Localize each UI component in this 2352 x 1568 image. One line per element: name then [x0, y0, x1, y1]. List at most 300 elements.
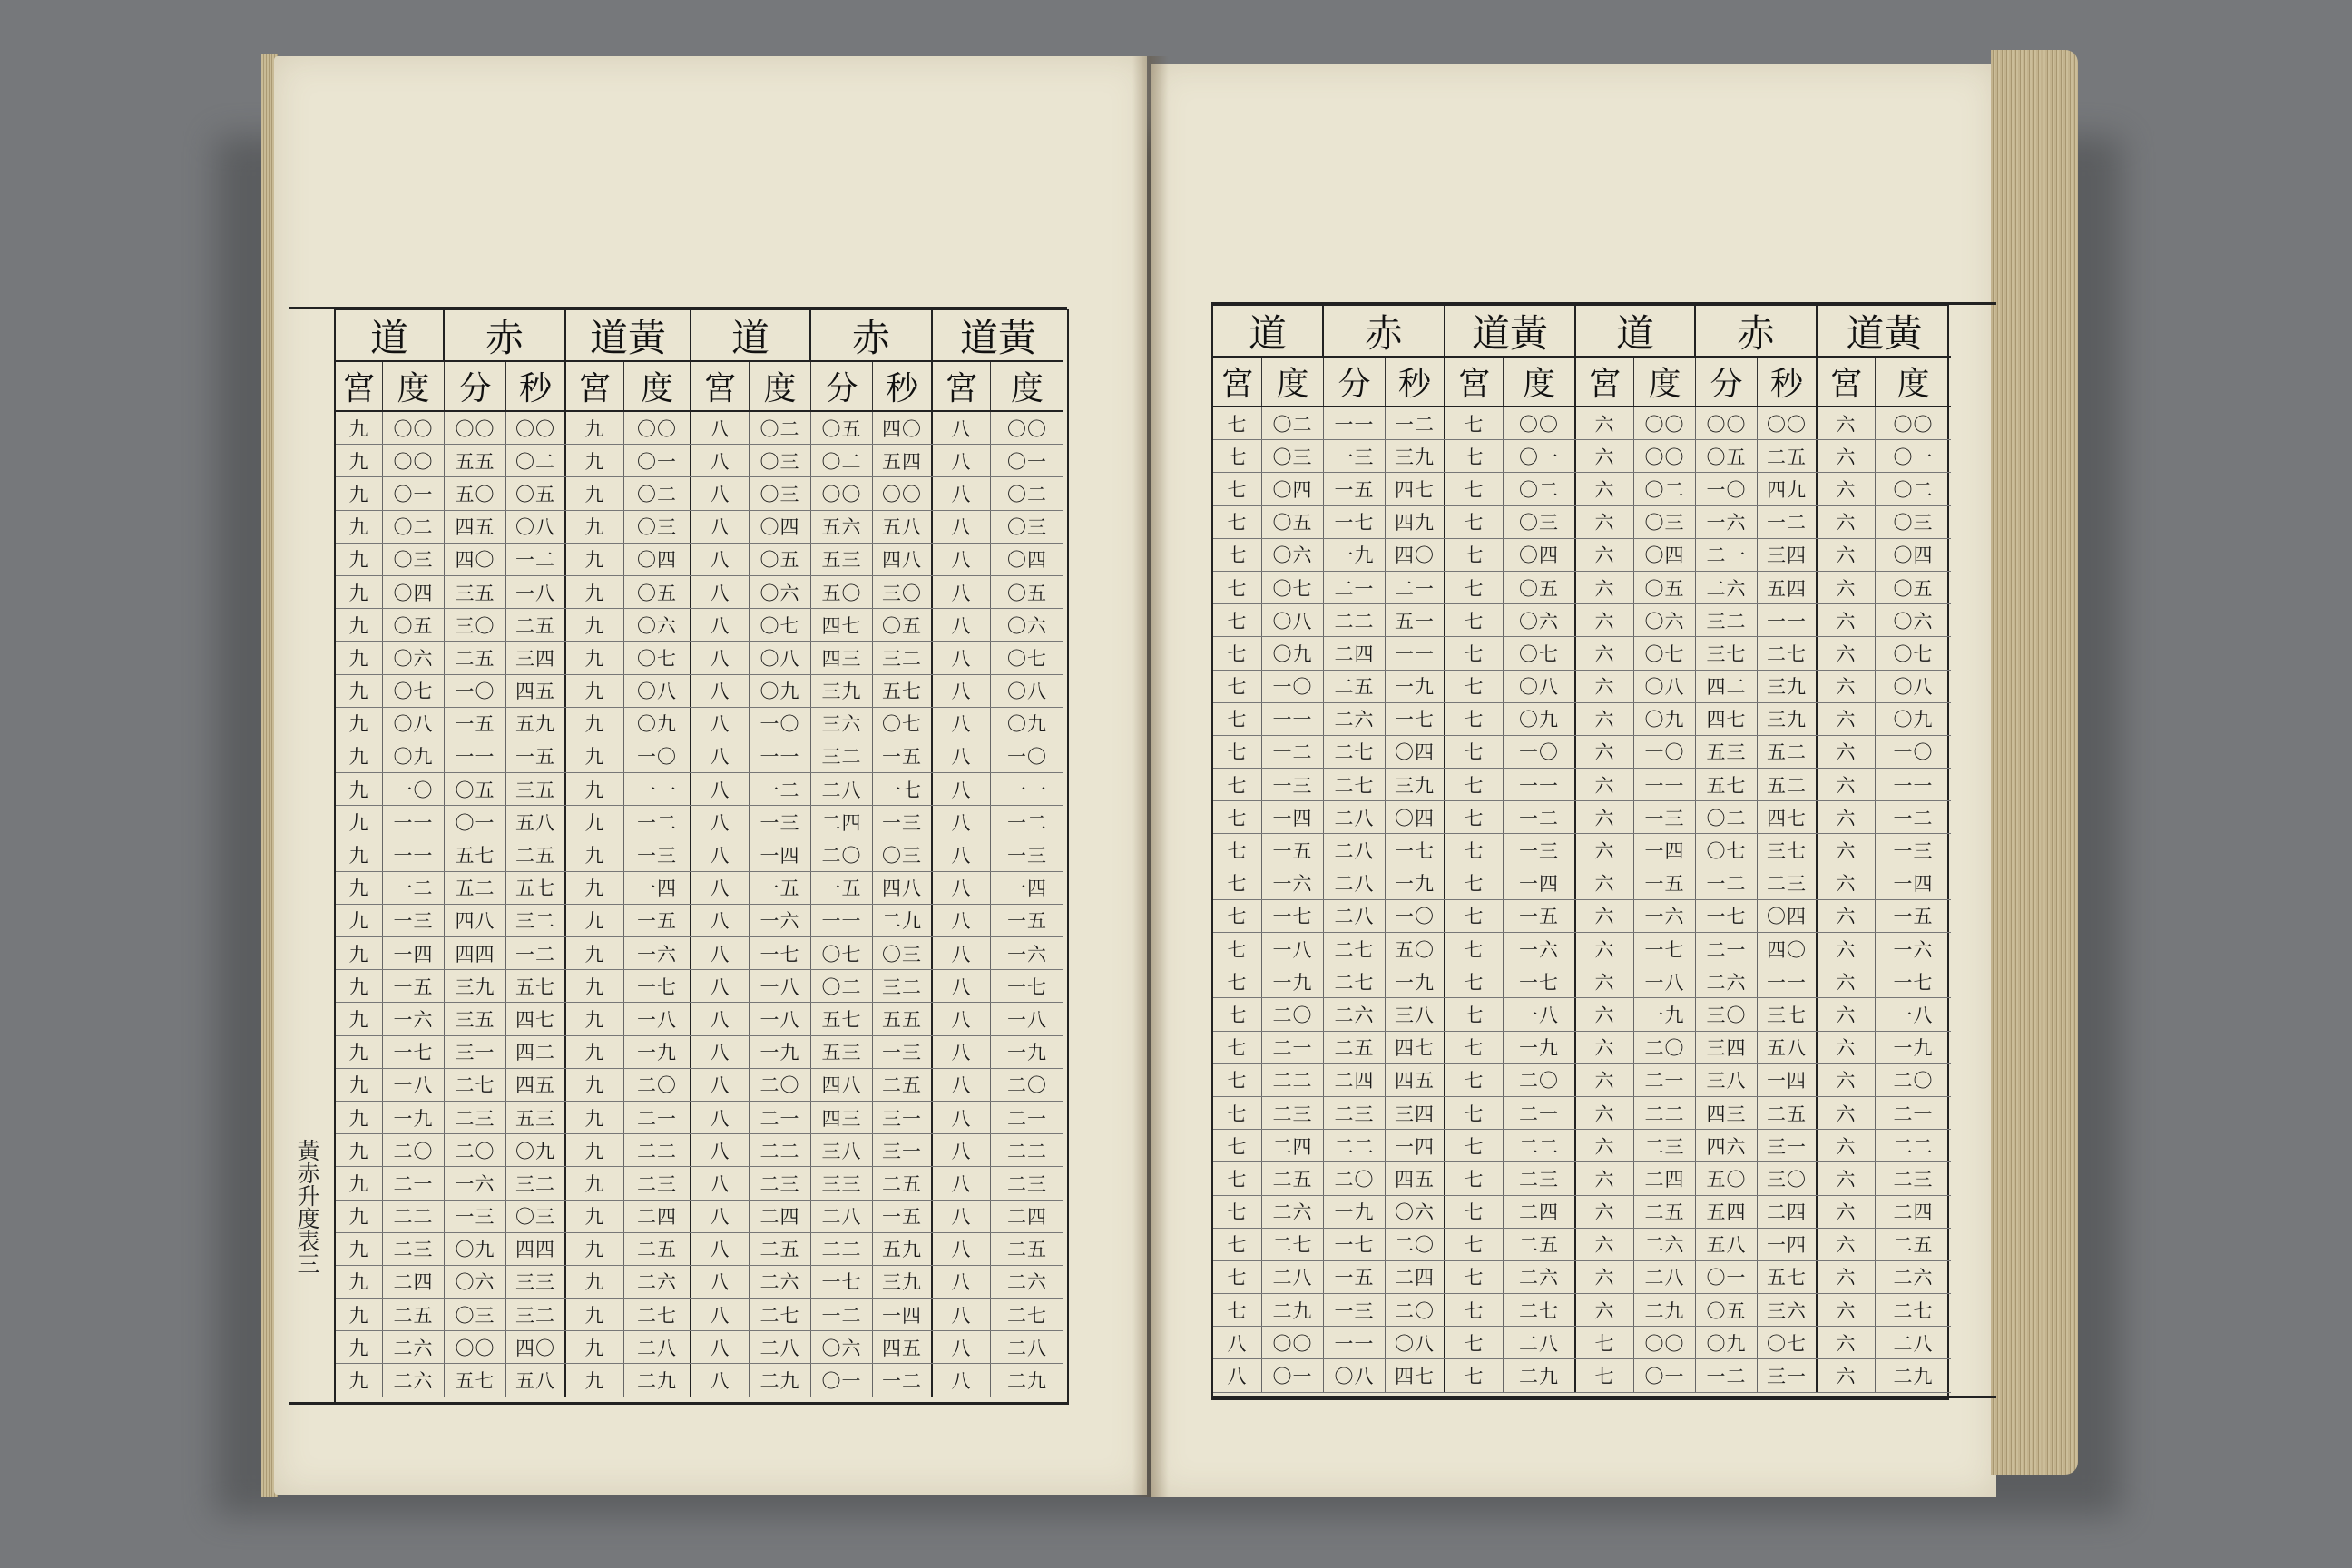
- table-cell: 一七: [1893, 971, 1934, 994]
- table-cell: 一一: [1758, 604, 1818, 636]
- table-row: [336, 708, 1063, 740]
- table-cell: 八: [691, 445, 750, 476]
- table-cell: 二五: [873, 1167, 933, 1199]
- table-cell: 一一: [445, 740, 506, 772]
- table-row: [336, 1102, 1063, 1134]
- table-cell: 二四: [1262, 1130, 1324, 1161]
- table-cell: 二〇: [624, 1069, 691, 1101]
- table-cell: 一九: [750, 1036, 811, 1068]
- table-cell: 五七: [445, 1364, 506, 1396]
- table-cell: 一二: [1386, 407, 1446, 439]
- table-cell: 五七: [445, 838, 506, 870]
- table-cell: 八: [691, 609, 750, 641]
- table-cell: 一三: [1504, 834, 1576, 866]
- table-cell: 一五: [750, 872, 811, 904]
- table-cell: 七: [1446, 572, 1504, 603]
- table-cell: 二七: [1504, 1294, 1576, 1326]
- table-row: [336, 445, 1063, 477]
- table-cell: 四五: [1386, 1064, 1446, 1096]
- table-cell: 〇七: [750, 609, 811, 641]
- table-cell: 三七: [1696, 637, 1758, 669]
- table-cell: 〇三: [445, 1298, 506, 1330]
- table-cell: 一七: [811, 1266, 873, 1298]
- column-header: 度: [1634, 358, 1696, 406]
- table-cell: 〇七: [1893, 642, 1934, 665]
- table-row: [1213, 703, 1951, 736]
- table-cell: 七: [1213, 473, 1262, 505]
- table-cell: 二〇: [383, 1134, 445, 1166]
- table-cell: 〇八: [624, 675, 691, 707]
- table-cell: 〇六: [1634, 604, 1696, 636]
- table-cell: 六: [1818, 1032, 1876, 1063]
- table-cell: 六: [1576, 1032, 1634, 1063]
- title-row: [1213, 306, 1951, 358]
- table-cell: 一六: [1893, 938, 1934, 961]
- table-cell: 七: [1213, 440, 1262, 472]
- table-cell: 二五: [1007, 1239, 1047, 1261]
- table-cell: 一二: [506, 937, 566, 969]
- table-cell: 二一: [1504, 1097, 1576, 1129]
- table-cell: 〇二: [1696, 801, 1758, 833]
- table-cell: 九: [336, 1200, 383, 1232]
- table-cell: 三五: [445, 1003, 506, 1034]
- table-row: [1213, 933, 1951, 965]
- table-cell: 六: [1818, 736, 1876, 768]
- table-cell: 四五: [506, 675, 566, 707]
- table-cell: 四八: [873, 872, 933, 904]
- table-cell: 〇七: [1504, 637, 1576, 669]
- table-cell: 九: [566, 1069, 624, 1101]
- table-cell: 〇九: [383, 740, 445, 772]
- table-cell: 一九: [1386, 965, 1446, 997]
- table-cell: 〇〇: [383, 412, 445, 444]
- table-cell: 一六: [1696, 506, 1758, 538]
- table-cell: 二三: [1634, 1130, 1696, 1161]
- table-cell: 四五: [873, 1331, 933, 1363]
- table-cell: 八: [691, 1233, 750, 1265]
- table-cell: 〇一: [383, 477, 445, 509]
- title-cell: 道: [1576, 306, 1696, 356]
- table-cell: 二八: [1324, 867, 1386, 899]
- table-cell: 〇九: [1696, 1327, 1758, 1358]
- table-cell: 二五: [506, 838, 566, 870]
- table-cell: 七: [1576, 1327, 1634, 1358]
- table-cell: 七: [1213, 604, 1262, 636]
- table-cell: 九: [336, 1003, 383, 1034]
- table-cell: 二三: [445, 1102, 506, 1133]
- table-cell: 三二: [1696, 604, 1758, 636]
- table-cell: 一三: [1893, 840, 1934, 863]
- table-cell: 一九: [1007, 1042, 1047, 1064]
- column-header: 秒: [1386, 358, 1446, 406]
- table-cell: 五九: [506, 708, 566, 740]
- table-cell: 九: [566, 642, 624, 673]
- table-cell: 二五: [1758, 1097, 1818, 1129]
- table-cell: 〇五: [1696, 440, 1758, 472]
- table-cell: 二一: [1634, 1064, 1696, 1096]
- table-cell: 二八: [624, 1331, 691, 1363]
- table-cell: 五〇: [811, 576, 873, 608]
- table-cell: 〇七: [1007, 647, 1047, 670]
- table-cell: 七: [1213, 933, 1262, 965]
- table-cell: 三九: [445, 970, 506, 1002]
- table-row: [336, 1266, 1063, 1298]
- table-cell: 九: [336, 1233, 383, 1265]
- table-cell: 〇七: [873, 708, 933, 740]
- table-cell: 七: [1446, 1162, 1504, 1194]
- title-cell: 道黃: [1846, 310, 1923, 356]
- table-cell: 二〇: [1386, 1229, 1446, 1260]
- table-cell: 九: [566, 511, 624, 543]
- table-cell: 一二: [1007, 811, 1047, 834]
- table-cell: 〇〇: [445, 412, 506, 444]
- table-cell: 五八: [1758, 1032, 1818, 1063]
- table-cell: 〇五: [383, 609, 445, 641]
- left-conversion-table: [334, 309, 1069, 1405]
- table-cell: 六: [1818, 998, 1876, 1030]
- table-cell: 一六: [624, 937, 691, 969]
- table-cell: 一五: [624, 905, 691, 936]
- table-cell: 八: [691, 1036, 750, 1068]
- table-cell: 一六: [383, 1003, 445, 1034]
- table-cell: 三二: [873, 970, 933, 1002]
- table-cell: 二四: [383, 1266, 445, 1298]
- table-row: [336, 905, 1063, 937]
- table-row: [336, 412, 1063, 445]
- table-cell: 九: [566, 609, 624, 641]
- table-body: [336, 412, 1063, 1397]
- column-header: 度: [1262, 358, 1324, 406]
- table-cell: 七: [1213, 769, 1262, 800]
- table-cell: 九: [566, 675, 624, 707]
- table-cell: 〇〇: [624, 412, 691, 444]
- table-cell: 五二: [1758, 769, 1818, 800]
- table-cell: 九: [566, 1036, 624, 1068]
- table-cell: 五八: [873, 511, 933, 543]
- table-cell: 七: [1446, 604, 1504, 636]
- table-cell: 七: [1446, 998, 1504, 1030]
- table-cell: 〇四: [1386, 801, 1446, 833]
- table-cell: 六: [1576, 703, 1634, 735]
- table-cell: 一一: [1634, 769, 1696, 800]
- table-cell: 七: [1213, 834, 1262, 866]
- table-cell: 九: [336, 1331, 383, 1363]
- table-cell: 一二: [624, 806, 691, 838]
- table-cell: 六: [1576, 1130, 1634, 1161]
- table-cell: 三八: [1386, 998, 1446, 1030]
- table-cell: 六: [1818, 407, 1876, 439]
- table-cell: 五四: [873, 445, 933, 476]
- table-cell: 九: [566, 1102, 624, 1133]
- table-row: [1213, 539, 1951, 572]
- table-cell: 二二: [811, 1233, 873, 1265]
- table-cell: 一〇: [750, 708, 811, 740]
- table-cell: 三九: [1758, 671, 1818, 702]
- table-cell: 二八: [1504, 1327, 1576, 1358]
- table-cell: 〇〇: [873, 477, 933, 509]
- column-header: 宮: [691, 362, 750, 410]
- table-cell: 一二: [1262, 736, 1324, 768]
- table-cell: 一〇: [1634, 736, 1696, 768]
- table-cell: 五一: [1386, 604, 1446, 636]
- table-cell: 九: [336, 1298, 383, 1330]
- table-cell: 七: [1446, 933, 1504, 965]
- table-cell: 二五: [1262, 1162, 1324, 1194]
- table-cell: 四九: [1386, 506, 1446, 538]
- table-row: [1213, 473, 1951, 505]
- table-cell: 七: [1213, 506, 1262, 538]
- table-cell: 一六: [1262, 867, 1324, 899]
- table-cell: 〇八: [383, 708, 445, 740]
- table-cell: 〇四: [1893, 544, 1934, 567]
- table-cell: 九: [566, 1331, 624, 1363]
- table-cell: 七: [1446, 900, 1504, 932]
- table-cell: 〇四: [1758, 900, 1818, 932]
- table-cell: 九: [336, 773, 383, 805]
- table-cell: 七: [1213, 637, 1262, 669]
- table-cell: 一五: [383, 970, 445, 1002]
- table-cell: 四二: [506, 1036, 566, 1068]
- table-cell: 八: [691, 872, 750, 904]
- table-cell: 〇八: [1324, 1359, 1386, 1391]
- table-cell: 八: [691, 1364, 750, 1396]
- table-cell: 二八: [1262, 1261, 1324, 1293]
- table-cell: 八: [933, 838, 991, 870]
- table-row: [1213, 572, 1951, 604]
- table-cell: 四七: [1758, 801, 1818, 833]
- table-cell: 一二: [383, 872, 445, 904]
- table-cell: 二〇: [445, 1134, 506, 1166]
- table-row: [1213, 736, 1951, 769]
- table-cell: 〇四: [383, 576, 445, 608]
- table-cell: 一九: [1262, 965, 1324, 997]
- table-cell: 二六: [1696, 572, 1758, 603]
- table-cell: 六: [1576, 407, 1634, 439]
- table-cell: 九: [566, 412, 624, 444]
- table-cell: 〇六: [1007, 614, 1047, 637]
- table-cell: 三四: [1386, 1097, 1446, 1129]
- table-cell: 一四: [1893, 873, 1934, 896]
- table-row: [1213, 407, 1951, 440]
- title-cell: 赤: [445, 310, 566, 360]
- table-cell: 一五: [811, 872, 873, 904]
- table-cell: 一五: [1324, 1261, 1386, 1293]
- table-cell: 〇八: [1386, 1327, 1446, 1358]
- table-cell: 六: [1576, 900, 1634, 932]
- table-cell: 一二: [506, 544, 566, 575]
- table-cell: 九: [566, 937, 624, 969]
- table-cell: 三一: [1758, 1359, 1818, 1391]
- table-cell: 一一: [1324, 1327, 1386, 1358]
- table-cell: 〇三: [1504, 506, 1576, 538]
- table-cell: 〇六: [445, 1266, 506, 1298]
- right-fore-edge: [1991, 50, 2078, 1475]
- table-cell: 一八: [1262, 933, 1324, 965]
- table-row: [1213, 1032, 1951, 1064]
- table-cell: 四八: [811, 1069, 873, 1101]
- table-cell: 二九: [873, 905, 933, 936]
- column-header: 度: [624, 362, 691, 410]
- table-cell: 二一: [1696, 933, 1758, 965]
- table-cell: 〇三: [1893, 512, 1934, 534]
- table-cell: 一六: [445, 1167, 506, 1199]
- table-cell: 〇五: [1893, 577, 1934, 600]
- column-header-row: [1213, 358, 1951, 407]
- title-cell: 赤: [1324, 306, 1446, 356]
- table-cell: 三〇: [1696, 998, 1758, 1030]
- table-cell: 八: [933, 905, 991, 936]
- column-header: 度: [750, 362, 811, 410]
- table-cell: 二一: [1696, 539, 1758, 571]
- table-cell: 二四: [811, 806, 873, 838]
- table-row: [336, 642, 1063, 674]
- table-cell: 〇六: [1386, 1196, 1446, 1228]
- table-cell: 九: [336, 477, 383, 509]
- table-cell: 〇三: [1007, 516, 1047, 539]
- table-cell: 八: [933, 1233, 991, 1265]
- table-cell: 九: [336, 675, 383, 707]
- title-cell: 赤: [811, 310, 933, 360]
- table-cell: 七: [1446, 671, 1504, 702]
- table-cell: 二一: [1386, 572, 1446, 603]
- table-cell: 五七: [506, 872, 566, 904]
- table-cell: 七: [1213, 1064, 1262, 1096]
- table-cell: 四四: [506, 1233, 566, 1265]
- table-cell: 二二: [1324, 1130, 1386, 1161]
- table-cell: 六: [1576, 1162, 1634, 1194]
- table-cell: 四八: [873, 544, 933, 575]
- table-cell: 四六: [1696, 1130, 1758, 1161]
- table-cell: 三一: [873, 1134, 933, 1166]
- table-cell: 四〇: [1758, 933, 1818, 965]
- table-cell: 五三: [506, 1102, 566, 1133]
- table-cell: 八: [933, 576, 991, 608]
- table-cell: 一〇: [1893, 741, 1934, 764]
- table-cell: 二二: [383, 1200, 445, 1232]
- table-cell: 一二: [1758, 506, 1818, 538]
- table-cell: 八: [933, 1331, 991, 1363]
- table-cell: 二五: [383, 1298, 445, 1330]
- table-cell: 八: [933, 511, 991, 543]
- table-cell: 〇一: [1893, 446, 1934, 468]
- table-cell: 八: [691, 1102, 750, 1133]
- table-cell: 九: [336, 1167, 383, 1199]
- table-cell: 〇四: [1504, 539, 1576, 571]
- table-cell: 八: [691, 806, 750, 838]
- table-cell: 一六: [750, 905, 811, 936]
- table-cell: 〇六: [383, 642, 445, 673]
- table-cell: 二一: [624, 1102, 691, 1133]
- table-cell: 七: [1446, 965, 1504, 997]
- table-cell: 二七: [445, 1069, 506, 1101]
- table-cell: 五七: [873, 675, 933, 707]
- table-row: [336, 609, 1063, 642]
- table-cell: 二八: [811, 1200, 873, 1232]
- table-cell: 九: [566, 1233, 624, 1265]
- table-cell: 一五: [873, 740, 933, 772]
- table-cell: 一三: [1324, 1294, 1386, 1326]
- table-cell: 〇七: [383, 675, 445, 707]
- table-cell: 八: [691, 1134, 750, 1166]
- table-cell: 二四: [1324, 1064, 1386, 1096]
- table-cell: 一三: [1634, 801, 1696, 833]
- table-cell: 七: [1213, 900, 1262, 932]
- table-cell: 二〇: [1007, 1074, 1047, 1097]
- table-cell: 三二: [873, 642, 933, 673]
- table-cell: 〇四: [624, 544, 691, 575]
- table-cell: 三五: [445, 576, 506, 608]
- column-header: 度: [1896, 366, 1930, 403]
- table-cell: 〇〇: [1634, 440, 1696, 472]
- table-row: [336, 806, 1063, 838]
- table-cell: 〇九: [750, 675, 811, 707]
- table-cell: 八: [691, 708, 750, 740]
- table-cell: 六: [1576, 1064, 1634, 1096]
- table-cell: 二六: [1324, 998, 1386, 1030]
- table-cell: 一五: [506, 740, 566, 772]
- table-cell: 七: [1446, 1032, 1504, 1063]
- table-cell: 九: [336, 1266, 383, 1298]
- table-cell: 四七: [506, 1003, 566, 1034]
- column-header: 度: [383, 362, 445, 410]
- table-cell: 七: [1446, 1196, 1504, 1228]
- table-row: [1213, 440, 1951, 473]
- table-cell: 二〇: [1893, 1070, 1934, 1093]
- table-cell: 九: [566, 806, 624, 838]
- table-cell: 〇九: [445, 1233, 506, 1265]
- table-cell: 一九: [1504, 1032, 1576, 1063]
- table-cell: 二五: [1324, 671, 1386, 702]
- column-header: 宮: [933, 362, 991, 410]
- table-cell: 五四: [1696, 1196, 1758, 1228]
- table-cell: 一一: [1262, 703, 1324, 735]
- table-cell: 四三: [1696, 1097, 1758, 1129]
- table-cell: 八: [933, 1134, 991, 1166]
- table-cell: 四三: [811, 1102, 873, 1133]
- table-cell: 八: [691, 838, 750, 870]
- table-cell: 六: [1818, 604, 1876, 636]
- table-cell: 一七: [1696, 900, 1758, 932]
- table-cell: 〇四: [1634, 539, 1696, 571]
- table-cell: 一一: [1324, 407, 1386, 439]
- table-cell: 二三: [1007, 1172, 1047, 1195]
- table-cell: 九: [336, 937, 383, 969]
- table-cell: 三七: [1758, 834, 1818, 866]
- table-cell: 二三: [1758, 867, 1818, 899]
- table-cell: 二七: [1758, 637, 1818, 669]
- table-cell: 〇七: [624, 642, 691, 673]
- table-cell: 一七: [750, 937, 811, 969]
- table-cell: 一四: [1262, 801, 1324, 833]
- table-cell: 八: [933, 1102, 991, 1133]
- table-cell: 六: [1818, 703, 1876, 735]
- table-cell: 〇二: [506, 445, 566, 476]
- table-cell: 〇〇: [506, 412, 566, 444]
- table-cell: 八: [933, 773, 991, 805]
- table-cell: 〇一: [1634, 1359, 1696, 1391]
- table-cell: 四七: [1386, 1359, 1446, 1391]
- table-cell: 三二: [811, 740, 873, 772]
- table-cell: 六: [1576, 671, 1634, 702]
- table-cell: 九: [336, 642, 383, 673]
- table-cell: 一〇: [1262, 671, 1324, 702]
- table-cell: 四二: [1696, 671, 1758, 702]
- table-cell: 四七: [1696, 703, 1758, 735]
- table-cell: 七: [1213, 736, 1262, 768]
- table-cell: 八: [1213, 1327, 1262, 1358]
- table-cell: 二八: [811, 773, 873, 805]
- table-row: [336, 675, 1063, 708]
